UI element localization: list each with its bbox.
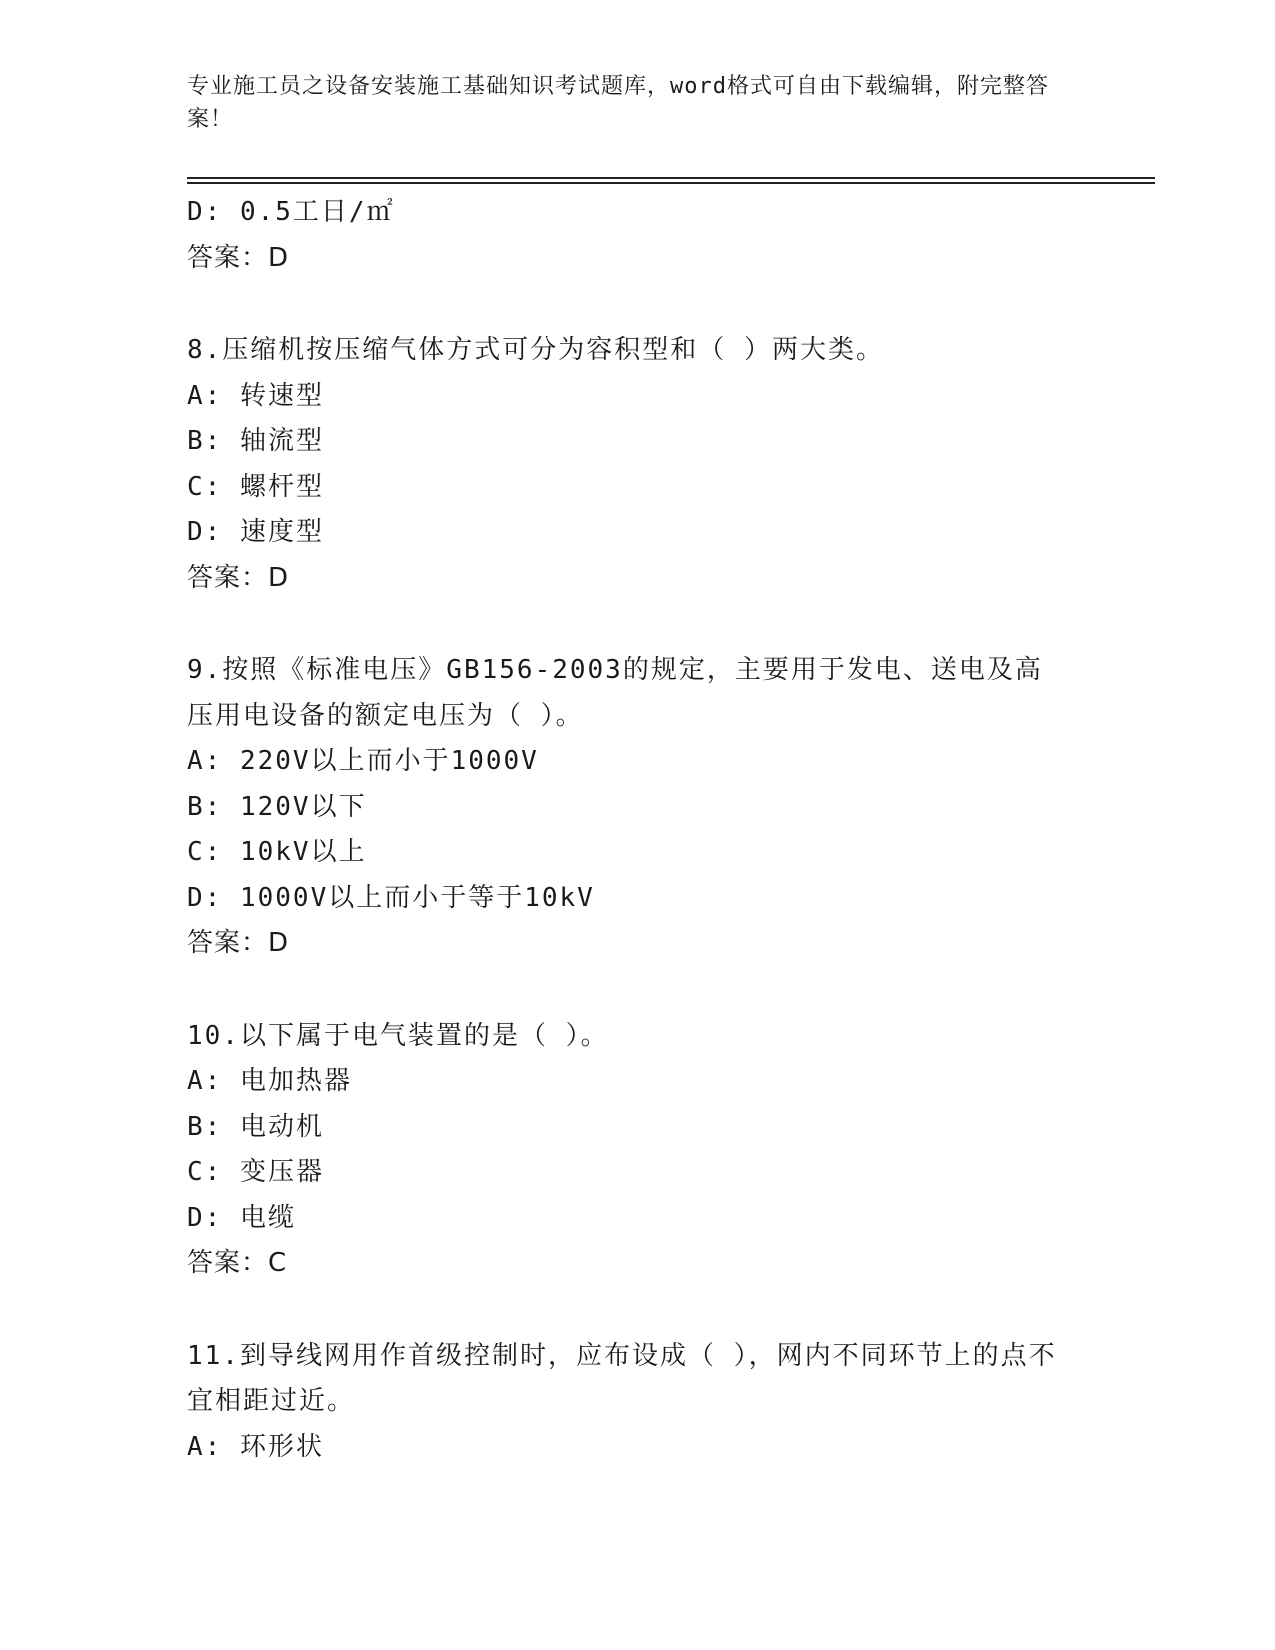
option-b: B: 轴流型 [187,426,324,456]
question-8 [187,328,1067,601]
question-text: 10.以下属于电气装置的是（ ）。 [187,1020,609,1051]
question-10 [187,1014,1067,1287]
question-text: 9.按照《标准电压》GB156-2003的规定，主要用于发电、送电及高压用电设备的额定电压为（ ）。 [187,655,1043,731]
prev-answer: 答案：D [187,242,290,273]
option-c: C: 变压器 [187,1157,324,1187]
question-11 [187,1334,1067,1471]
question-text: 8.压缩机按压缩气体方式可分为容积型和（ ）两大类。 [187,335,884,365]
option-d: D: 电缆 [187,1202,296,1233]
option-d: D: 速度型 [187,517,324,547]
option-a: A: 220V以上而小于1000V [187,746,539,776]
document-header: 专业施工员之设备安装施工基础知识考试题库，word格式可自由下载编辑，附完整答案！ [187,74,1049,132]
option-a: A: 电加热器 [187,1066,352,1096]
option-c: C: 螺杆型 [187,471,324,502]
option-c: C: 10kV以上 [187,837,367,867]
option-b: B: 电动机 [187,1111,324,1142]
answer: 答案：D [187,928,290,958]
question-9 [187,648,1067,967]
option-d: D: 1000V以上而小于等于10kV [187,882,595,913]
question-list [187,190,1067,1470]
header-divider-top [187,177,1155,179]
prev-option-d: D: 0.5工日/㎡ [187,197,395,227]
answer: 答案：D [187,562,290,593]
option-a: A: 转速型 [187,380,324,411]
option-b: B: 120V以下 [187,791,367,822]
answer: 答案：C [187,1248,288,1278]
header-divider-bottom [187,182,1155,184]
question-text: 11.到导线网用作首级控制时，应布设成（ ），网内不同环节上的点不宜相距过近。 [187,1340,1057,1416]
option-a: A: 环形状 [187,1431,324,1462]
